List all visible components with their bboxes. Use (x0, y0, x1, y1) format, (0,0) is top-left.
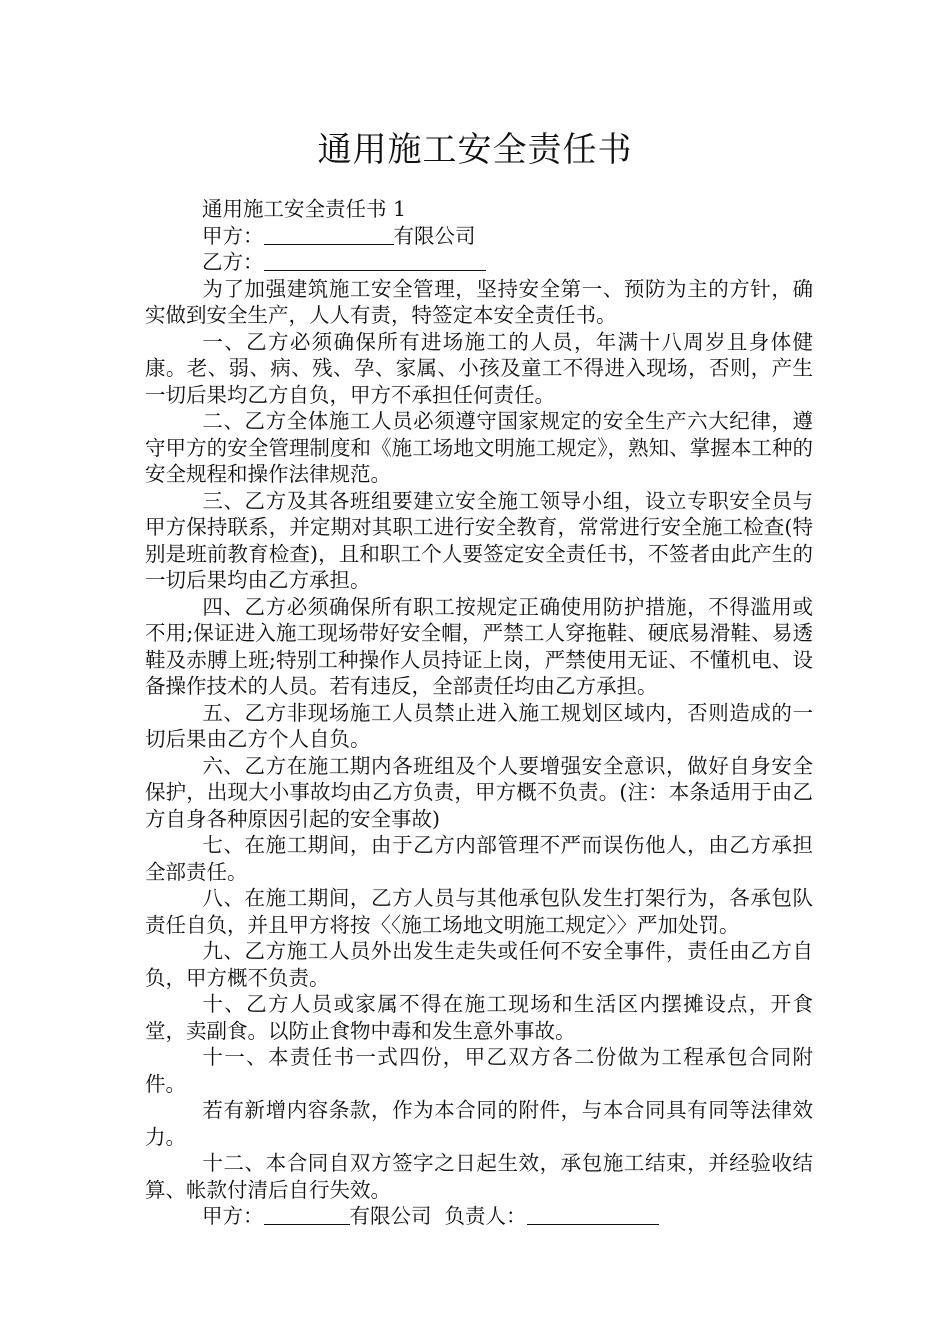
paragraph-clause-1: 一、乙方必须确保所有进场施工的人员，年满十八周岁且身体健康。老、弱、病、残、孕、家属、小孩及童工不得进入现场，否则，产生一切后果均乙方自负，甲方不承担任何责任。 (145, 329, 813, 407)
party-a-line (145, 223, 813, 250)
paragraph-clause-10: 十、乙方人员或家属不得在施工现场和生活区内摆摊设点，开食堂，卖副食。以防止食物中毒和发生意外事故。 (145, 992, 813, 1043)
party-b-blank (264, 250, 486, 271)
party-a-label: 甲方： (202, 223, 264, 248)
paragraph-additional-terms: 若有新增内容条款，作为本合同的附件，与本合同具有同等法律效力。 (145, 1098, 813, 1149)
paragraph-clause-12: 十二、本合同自双方签字之日起生效，承包施工结束，并经验收结算、帐款付清后自行失效。 (145, 1151, 813, 1202)
paragraph-clause-8: 八、在施工期间，乙方人员与其他承包队发生打架行为，各承包队责任自负，并且甲方将按〈〈施工场地文明施工规定〉〉严加处罚。 (145, 886, 813, 937)
party-a-suffix: 有限公司 (393, 223, 476, 248)
paragraph-clause-5: 五、乙方非现场施工人员禁止进入施工规划区域内，否则造成的一切后果由乙方个人自负。 (145, 700, 813, 751)
paragraph-preamble: 为了加强建筑施工安全管理，坚持安全第一、预防为主的方针，确实做到安全生产，人人有责，特签定本安全责任书。 (145, 276, 813, 327)
paragraph-clause-11: 十一、本责任书一式四份，甲乙双方各二份做为工程承包合同附件。 (145, 1045, 813, 1096)
paragraph-clause-7: 七、在施工期间，由于乙方内部管理不严而误伤他人，由乙方承担全部责任。 (145, 833, 813, 884)
party-a-blank (264, 224, 394, 245)
paragraph-clause-6: 六、乙方在施工期内各班组及个人要增强安全意识，做好自身安全保护，出现大小事故均由乙方负责，甲方概不负责。(注：本条适用于由乙方自身各种原因引起的安全事故) (145, 753, 813, 831)
party-b-line (145, 249, 813, 276)
paragraph-clause-2: 二、乙方全体施工人员必须遵守国家规定的安全生产六大纪律，遵守甲方的安全管理制度和《施工场地文明施工规定》，熟知、掌握本工种的安全规程和操作法律规范。 (145, 409, 813, 486)
paragraph-clause-9: 九、乙方施工人员外出发生走失或任何不安全事件，责任由乙方自负，甲方概不负责。 (145, 939, 813, 990)
signature-party-a-blank (264, 1204, 350, 1225)
paragraph-clause-3: 三、乙方及其各班组要建立安全施工领导小组，设立专职安全员与甲方保持联系，并定期对其职工进行安全教育，常常进行安全施工检查(特别是班前教育检查)，且和职工个人要签定安全责任书，不签者由此产生的一切后果均由乙方承担。 (145, 488, 813, 592)
signature-line (145, 1203, 813, 1230)
party-b-label: 乙方： (202, 250, 264, 274)
signature-party-a-label: 甲方： (202, 1204, 264, 1228)
signature-person-label: 负责人： (444, 1204, 527, 1228)
paragraph-clause-4: 四、乙方必须确保所有职工按规定正确使用防护措施，不得滥用或不用;保证进入施工现场带好安全帽，严禁工人穿拖鞋、硬底易滑鞋、易透鞋及赤膊上班;特别工种操作人员持证上岗，严禁使用无证、不懂机电、设备操作技术的人员。若有违反，全部责任均由乙方承担。 (145, 594, 813, 698)
signature-party-a-suffix: 有限公司 (349, 1204, 432, 1228)
document-body (145, 196, 813, 1230)
signature-person-blank (527, 1204, 659, 1225)
document-subtitle: 通用施工安全责任书 1 (202, 197, 407, 221)
document-title: 通用施工安全责任书 (317, 130, 633, 170)
